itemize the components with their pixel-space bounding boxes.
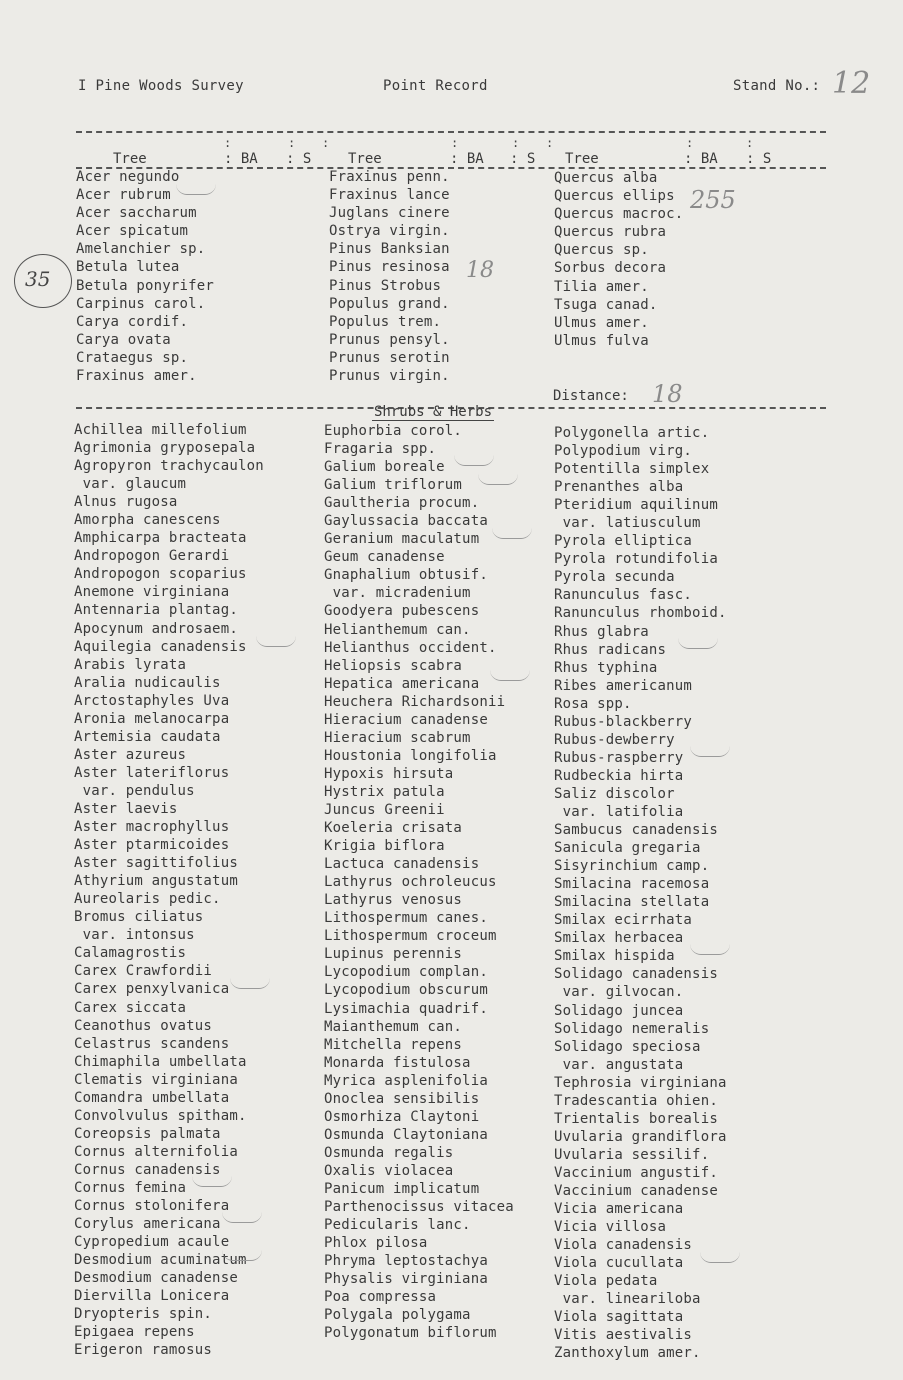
shrub-herb-species: Parthenocissus vitacea [324,1199,514,1216]
shrub-herb-species: Helianthemum can. [324,621,471,638]
shrub-herb-species: Oxalis violacea [324,1162,454,1179]
shrub-herb-species: Vitis aestivalis [554,1327,693,1344]
shrub-herb-species: Pyrola rotundifolia [554,551,718,568]
tree-column-3 [554,169,683,350]
shrub-herb-species: Lathyrus venosus [324,892,463,909]
check-mark [478,474,518,485]
shrub-herb-species: Smilax ecirrhata [554,912,693,929]
shrub-herb-species: Gaultheria procum. [324,495,480,512]
shrubs-column-3 [554,424,727,1362]
shrub-herb-species: var. lineariloba [554,1291,701,1308]
shrub-herb-species: Juncus Greenii [324,801,445,818]
tree-species: Carpinus carol. [76,295,206,312]
shrub-herb-species: Onoclea sensibilis [324,1090,480,1107]
shrub-herb-species: Desmodium canadense [74,1270,238,1287]
shrub-herb-species: Lupinus perennis [324,946,463,963]
shrub-herb-species: Vicia americana [554,1201,684,1218]
tree-species: Juglans cinere [329,205,450,222]
shrub-herb-species: Solidago juncea [554,1002,684,1019]
shrub-herb-species: Cornus alternifolia [74,1143,238,1160]
shrub-herb-species: Cornus canadensis [74,1161,221,1178]
check-mark [230,978,270,989]
tree-species: Pinus resinosa [329,259,450,276]
shrub-herb-species: Lathyrus ochroleucus [324,874,497,891]
shrub-herb-species: Physalis virginiana [324,1271,488,1288]
tree-species: Acer spicatum [76,223,189,240]
tree-species: Prunus serotin [329,349,450,366]
shrub-herb-species: Rubus-raspberry [554,749,684,766]
tree-species: Prunus virgin. [329,368,450,385]
shrub-herb-species: Cornus stolonifera [74,1198,230,1215]
shrub-herb-species: Tradescantia ohien. [554,1092,718,1109]
shrub-herb-species: Potentilla simplex [554,461,710,478]
shrub-herb-species: Aster azureus [74,746,187,763]
shrub-herb-species: Rubus-dewberry [554,731,675,748]
shrub-herb-species: Amphicarpa bracteata [74,530,247,547]
tree-species: Ostrya virgin. [329,223,450,240]
shrub-herb-species: Solidago canadensis [554,966,718,983]
shrub-herb-species: Ribes americanum [554,677,693,694]
check-mark [176,184,216,195]
tree-species: Quercus macroc. [554,206,684,223]
shrub-herb-species: Cypropedium acaule [74,1234,230,1251]
shrub-herb-species: Clematis virginiana [74,1071,238,1088]
shrub-herb-species: Galium boreale [324,459,445,476]
tree-species: Carya cordif. [76,313,189,330]
colon-marker: : [512,136,520,150]
shrub-herb-species: Pteridium aquilinum [554,497,718,514]
check-mark [222,1250,262,1261]
shrub-herb-species: Zanthoxylum amer. [554,1345,701,1362]
check-mark [256,636,296,647]
shrub-herb-species: Polygonella artic. [554,425,710,441]
shrub-herb-species: Osmunda regalis [324,1144,454,1161]
shrub-herb-species: Cornus femina [74,1179,187,1196]
check-mark [700,1252,740,1263]
s-header: : S [510,151,536,167]
shrub-herb-species: Houstonia longifolia [324,747,497,764]
shrub-herb-species: Monarda fistulosa [324,1054,471,1071]
check-mark [192,1176,232,1187]
shrub-herb-species: Erigeron ramosus [74,1342,213,1359]
shrub-herb-species: Carex siccata [74,999,187,1016]
tree-species: Sorbus decora [554,260,667,277]
shrub-herb-species: Maianthemum can. [324,1018,463,1035]
shrub-herb-species: Poa compressa [324,1289,437,1306]
shrub-herb-species: Artemisia caudata [74,728,221,745]
stand-number-handwritten: 12 [832,66,871,101]
shrub-herb-species: Goodyera pubescens [324,603,480,620]
shrub-herb-species: Myrica asplenifolia [324,1072,488,1089]
shrub-herb-species: Rhus typhina [554,659,658,676]
check-mark [222,1212,262,1223]
shrub-herb-species: Diervilla Lonicera [74,1288,230,1305]
shrub-herb-species: Krigia biflora [324,838,445,855]
shrub-herb-species: Hieracium scabrum [324,729,471,746]
ba-header: : BA [224,151,258,167]
shrub-herb-species: Vaccinium angustif. [554,1164,718,1181]
resinosa-ba-handwritten: 18 [466,258,494,283]
shrub-herb-species: Koeleria crisata [324,820,463,837]
shrub-herb-species: Andropogon scoparius [74,566,247,583]
distance-label: Distance: [553,388,629,404]
shrub-herb-species: Amorpha canescens [74,512,221,529]
tree-species: Populus grand. [329,295,450,312]
shrub-herb-species: Lysimachia quadrif. [324,1000,488,1017]
shrub-herb-species: Osmunda Claytoniana [324,1126,488,1143]
shrub-herb-species: Aronia melanocarpa [74,710,230,727]
shrub-herb-species: Aquilegia canadensis [74,638,247,655]
tree-species: Acer rubrum [76,187,171,204]
shrub-herb-species: Lycopodium complan. [324,964,488,981]
shrub-herb-species: Heuchera Richardsonii [324,693,506,710]
tree-species: Quercus sp. [554,242,649,259]
shrub-herb-species: Trientalis borealis [554,1110,718,1127]
shrub-herb-species: Calamagrostis [74,945,187,962]
shrub-herb-species: Lactuca canadensis [324,856,480,873]
tree-species: Fraxinus lance [329,187,450,204]
shrub-herb-species: Pyrola elliptica [554,533,693,550]
colon-marker: : [288,136,296,150]
check-mark [690,746,730,757]
tree-species: Fraxinus amer. [76,368,197,385]
shrub-herb-species: Rubus-blackberry [554,713,693,730]
tree-species: Quercus rubra [554,224,667,241]
shrub-herb-species: Rhus glabra [554,623,649,640]
tree-species: Populus trem. [329,313,442,330]
shrub-herb-species: Apocynum androsaem. [74,620,238,637]
shrub-herb-species: Gaylussacia baccata [324,513,488,530]
shrub-herb-species: Vicia villosa [554,1219,667,1236]
shrub-herb-species: Sambucus canadensis [554,822,718,839]
colon-marker: : [322,136,330,150]
shrub-herb-species: Polygala polygama [324,1307,471,1324]
shrub-herb-species: Bromus ciliatus [74,909,204,926]
shrub-herb-species: Phryma leptostachya [324,1253,488,1270]
shrub-herb-species: var. gilvocan. [554,984,684,1001]
shrub-herb-species: Pedicularis lanc. [324,1217,471,1234]
shrub-herb-species: Desmodium acuminatum [74,1252,247,1269]
tree-species: Crataegus sp. [76,349,189,366]
check-mark [454,455,494,466]
shrub-herb-species: Hieracium canadense [324,711,488,728]
shrub-herb-species: var. latifolia [554,803,684,820]
tree-species: Ulmus fulva [554,332,649,349]
shrub-herb-species: Vaccinium canadense [554,1182,718,1199]
shrub-herb-species: Viola canadensis [554,1237,693,1254]
ellips-ba-handwritten: 255 [690,186,736,214]
shrub-herb-species: Prenanthes alba [554,479,684,496]
tree-species: Betula lutea [76,259,180,276]
shrub-herb-species: Viola cucullata [554,1255,684,1272]
shrub-herb-species: var. intonsus [74,927,195,944]
shrub-herb-species: Athyrium angustatum [74,873,238,890]
shrub-herb-species: Rosa spp. [554,695,632,712]
tree-species: Pinus Banksian [329,241,450,258]
shrub-herb-species: Geranium maculatum [324,531,480,548]
tree-species: Prunus pensyl. [329,331,450,348]
shrub-herb-species: Heliopsis scabra [324,657,463,674]
shrub-herb-species: var. angustata [554,1056,684,1073]
shrub-herb-species: Viola pedata [554,1273,658,1290]
shrub-herb-species: Aster ptarmicoides [74,837,230,854]
shrub-herb-species: Aster sagittifolius [74,855,238,872]
shrub-herb-species: Panicum implicatum [324,1180,480,1197]
shrub-herb-species: Agropyron trachycaulon [74,458,264,475]
tree-species: Carya ovata [76,331,171,348]
colon-marker: : [686,136,694,150]
shrub-herb-species: Hepatica americana [324,675,480,692]
shrub-herb-species: Gnaphalium obtusif. [324,567,488,584]
shrub-herb-species: Smilacina racemosa [554,876,710,893]
shrub-herb-species: Aster macrophyllus [74,819,230,836]
tree-species: Quercus alba [554,170,658,186]
circled-count: 35 [14,254,72,308]
shrub-herb-species: Lycopodium obscurum [324,982,488,999]
tree-column-1 [76,168,214,385]
shrub-herb-species: Hystrix patula [324,783,445,800]
shrub-herb-species: Achillea millefolium [74,422,247,438]
colon-marker: : [546,136,554,150]
shrub-herb-species: Uvularia grandiflora [554,1128,727,1145]
shrub-herb-species: Rudbeckia hirta [554,767,684,784]
tree-header: Tree [348,151,382,167]
shrub-herb-species: Solidago nemeralis [554,1020,710,1037]
distance-handwritten: 18 [652,380,683,408]
shrub-herb-species: Osmorhiza Claytoni [324,1108,480,1125]
shrub-herb-species: Sisyrinchium camp. [554,858,710,875]
s-header: : S [746,151,772,167]
shrub-herb-species: Celastrus scandens [74,1035,230,1052]
shrub-herb-species: Smilax herbacea [554,930,684,947]
shrub-herb-species: Rhus radicans [554,641,667,658]
shrub-herb-species: Aster laevis [74,800,178,817]
shrub-herb-species: Coreopsis palmata [74,1125,221,1142]
tree-species: Ulmus amer. [554,314,649,331]
tree-column-2 [329,168,450,385]
shrub-herb-species: Hypoxis hirsuta [324,765,454,782]
colon-marker: : [746,136,754,150]
shrub-herb-species: Corylus americana [74,1216,221,1233]
shrub-herb-species: Agrimonia gryposepala [74,440,256,457]
shrub-herb-species: Epigaea repens [74,1324,195,1341]
tree-header: Tree [113,151,147,167]
shrub-herb-species: Convolvulus spitham. [74,1107,247,1124]
shrub-herb-species: Ceanothus ovatus [74,1017,213,1034]
shrub-herb-species: Viola sagittata [554,1309,684,1326]
check-mark [490,670,530,681]
ba-header: : BA [450,151,484,167]
shrub-herb-species: Ranunculus rhomboid. [554,605,727,622]
ba-header: : BA [684,151,718,167]
shrub-herb-species: Aureolaris pedic. [74,891,221,908]
shrub-herb-species: Saliz discolor [554,785,675,802]
tree-species: Acer negundo [76,169,180,185]
colon-marker: : [224,136,232,150]
colon-marker: : [451,136,459,150]
shrub-herb-species: Lithospermum croceum [324,928,497,945]
shrub-herb-species: var. glaucum [74,476,187,493]
check-mark [492,528,532,539]
shrub-herb-species: Tephrosia virginiana [554,1074,727,1091]
shrub-herb-species: Polygonatum biflorum [324,1325,497,1342]
shrub-herb-species: Solidago speciosa [554,1038,701,1055]
tree-species: Tsuga canad. [554,296,658,313]
shrub-herb-species: Comandra umbellata [74,1089,230,1106]
tree-header: Tree [565,151,599,167]
shrub-herb-species: Ranunculus fasc. [554,587,693,604]
shrub-herb-species: Carex Crawfordii [74,963,213,980]
shrub-herb-species: var. latiusculum [554,515,701,532]
shrub-herb-species: Andropogon Gerardi [74,548,230,565]
tree-species: Tilia amer. [554,278,649,295]
survey-title: I Pine Woods Survey [78,78,244,94]
tree-species: Amelanchier sp. [76,241,206,258]
stand-label: Stand No.: [733,78,821,94]
shrub-herb-species: Arctostaphyles Uva [74,692,230,709]
tree-species: Fraxinus penn. [329,169,450,185]
shrub-herb-species: Aster lateriflorus [74,764,230,781]
shrub-herb-species: Anemone virginiana [74,584,230,601]
check-mark [690,944,730,955]
shrubs-herbs-title: Shrubs & Herbs [374,404,493,420]
shrub-herb-species: Arabis lyrata [74,656,187,673]
shrub-herb-species: Antennaria plantag. [74,602,238,619]
shrub-herb-species: Alnus rugosa [74,494,178,511]
shrub-herb-species: Uvularia sessilif. [554,1146,710,1163]
shrub-herb-species: Aralia nudicaulis [74,674,221,691]
shrub-herb-species: var. micradenium [324,585,471,602]
shrub-herb-species: Pyrola secunda [554,569,675,586]
tree-species: Pinus Strobus [329,277,442,294]
tree-species: Betula ponyrifer [76,277,215,294]
shrub-herb-species: Polypodium virg. [554,443,693,460]
s-header: : S [286,151,312,167]
shrub-herb-species: Sanicula gregaria [554,840,701,857]
shrub-herb-species: Phlox pilosa [324,1235,428,1252]
shrub-herb-species: Geum canadense [324,549,445,566]
shrub-herb-species: Helianthus occident. [324,639,497,656]
record-title: Point Record [383,78,488,94]
shrub-herb-species: Smilacina stellata [554,894,710,911]
shrub-herb-species: Fragaria spp. [324,441,437,458]
shrub-herb-species: Dryopteris spin. [74,1306,213,1323]
tree-species: Acer saccharum [76,205,197,222]
shrub-herb-species: Euphorbia corol. [324,423,463,439]
shrub-herb-species: Mitchella repens [324,1036,463,1053]
check-mark [678,638,718,649]
shrub-herb-species: Chimaphila umbellata [74,1053,247,1070]
shrub-herb-species: Smilax hispida [554,948,675,965]
shrub-herb-species: Galium triflorum [324,477,463,494]
shrub-herb-species: Carex penxylvanica [74,981,230,998]
tree-species: Quercus ellips [554,188,675,205]
shrub-herb-species: var. pendulus [74,782,195,799]
shrubs-column-2 [324,422,514,1342]
shrub-herb-species: Lithospermum canes. [324,910,488,927]
top-divider [76,131,826,133]
